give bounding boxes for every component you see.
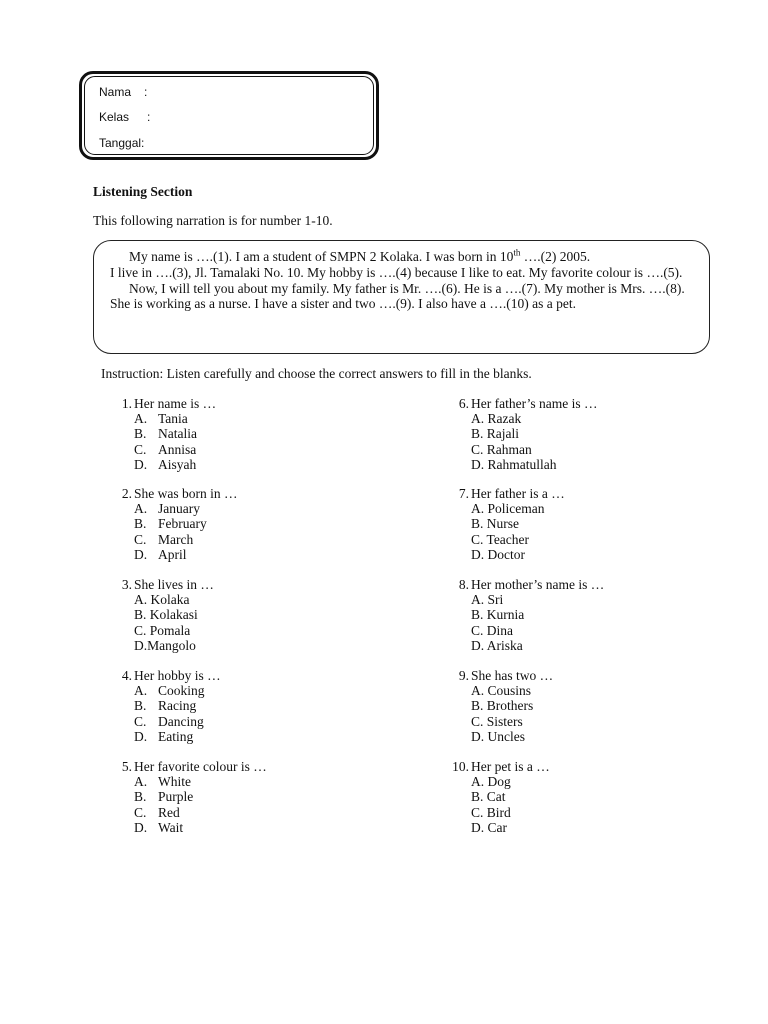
question-stem: Her mother’s name is … — [471, 577, 605, 592]
option[interactable]: B. Kolakasi — [134, 607, 198, 623]
option[interactable]: D. Aisyah — [134, 456, 197, 472]
question-8 — [447, 577, 604, 653]
option[interactable]: C. Sisters — [471, 713, 523, 729]
option[interactable]: B. Purple — [134, 789, 194, 805]
option[interactable]: B. Brothers — [471, 698, 534, 714]
option[interactable]: D. Car — [471, 819, 507, 835]
question-number: 7. — [458, 486, 469, 501]
option[interactable]: C. Bird — [471, 804, 511, 820]
option[interactable]: C. Dancing — [134, 713, 204, 729]
option[interactable]: C. Teacher — [471, 531, 530, 547]
option[interactable]: B. Rajali — [471, 426, 519, 442]
question-number: 10. — [452, 759, 469, 774]
option[interactable]: B. Racing — [134, 698, 197, 714]
question-stem: She lives in … — [134, 577, 214, 592]
option[interactable]: D. Wait — [134, 819, 184, 835]
question-number: 4. — [121, 668, 132, 683]
option[interactable]: C. Annisa — [134, 441, 197, 457]
intro-text: This following narration is for number 1-10. — [93, 213, 333, 228]
option[interactable]: B. Cat — [471, 789, 506, 805]
option[interactable]: A. Kolaka — [134, 592, 190, 608]
option[interactable]: C. March — [134, 531, 194, 547]
question-4 — [110, 668, 221, 744]
option[interactable]: D. Rahmatullah — [471, 456, 557, 472]
option[interactable]: B. February — [134, 516, 207, 532]
narration-paragraph-1 — [110, 249, 697, 281]
option[interactable]: B. Nurse — [471, 516, 519, 532]
question-10 — [447, 759, 550, 835]
option[interactable]: D. April — [134, 546, 187, 562]
question-1 — [110, 396, 216, 472]
question-stem: Her father’s name is … — [471, 396, 598, 411]
kelas-colon: : — [147, 110, 151, 124]
question-stem: Her pet is a … — [471, 759, 550, 774]
option[interactable]: D. Ariska — [471, 637, 523, 653]
narration-text-1a: My name is ….(1). I am a student of SMPN 2 Kolaka. I was born in 10 — [129, 249, 514, 264]
question-6 — [447, 396, 597, 472]
option[interactable]: A. Cooking — [134, 683, 205, 699]
nama-colon: : — [144, 85, 148, 99]
option[interactable]: C. Pomala — [134, 622, 191, 638]
question-number: 9. — [458, 668, 469, 683]
question-number: 8. — [458, 577, 469, 592]
question-stem: Her favorite colour is … — [134, 759, 267, 774]
student-info-box — [79, 71, 379, 160]
option[interactable]: D. Doctor — [471, 546, 525, 562]
narration-text-1b: ….(2) 2005. — [520, 249, 591, 264]
question-stem: She has two … — [471, 668, 554, 683]
narration-box — [93, 240, 710, 354]
question-stem: She was born in … — [134, 486, 238, 501]
option[interactable]: A. Razak — [471, 411, 522, 427]
option[interactable]: A. Dog — [471, 774, 511, 790]
kelas-row — [99, 110, 151, 124]
question-number: 2. — [121, 486, 132, 501]
option[interactable]: C. Red — [134, 804, 180, 820]
nama-label: Nama — [99, 85, 132, 99]
option[interactable]: D. Uncles — [471, 728, 525, 744]
question-number: 6. — [458, 396, 469, 411]
question-number: 5. — [121, 759, 132, 774]
question-7 — [447, 486, 565, 562]
section-title: Listening Section — [93, 184, 193, 199]
question-3 — [110, 577, 214, 653]
tanggal-label: Tanggal: — [99, 136, 145, 150]
option[interactable]: B. Natalia — [134, 426, 197, 442]
question-stem: Her hobby is … — [134, 668, 221, 683]
option[interactable]: A. Cousins — [471, 683, 532, 699]
narration-text-1c: I live in ….(3), Jl. Tamalaki No. 10. My hobby is ….(4) because I like to eat. My favorite colour is ….(5). — [110, 264, 683, 280]
question-number: 1. — [121, 396, 132, 411]
question-9 — [447, 668, 553, 744]
narration-paragraph-2: Now, I will tell you about my family. My father is Mr. ….(6). He is a ….(7). My mother is Mrs. ….(8). She is working as a nurse. I have a sister and two ….(9). I also have a ….(10) as a pet. — [110, 280, 685, 312]
option[interactable]: C. Dina — [471, 622, 513, 638]
option[interactable]: A. Policeman — [471, 501, 545, 517]
option[interactable]: B. Kurnia — [471, 607, 525, 623]
narration-sup: th — [513, 247, 521, 258]
question-5 — [110, 759, 267, 835]
option[interactable]: D. Eating — [134, 728, 194, 744]
option[interactable]: C. Rahman — [471, 441, 532, 457]
option[interactable]: A. White — [134, 774, 191, 790]
question-stem: Her name is … — [134, 396, 217, 411]
question-number: 3. — [121, 577, 132, 592]
kelas-label: Kelas — [99, 110, 130, 124]
option[interactable]: D.Mangolo — [134, 637, 196, 653]
tanggal-row — [99, 136, 144, 150]
option[interactable]: A. Tania — [134, 411, 188, 427]
instruction-text: Instruction: Listen carefully and choose the correct answers to fill in the blanks. — [101, 366, 532, 381]
option[interactable]: A. January — [134, 501, 200, 517]
nama-row — [99, 85, 148, 99]
option[interactable]: A. Sri — [471, 592, 504, 608]
question-2 — [110, 486, 238, 562]
question-stem: Her father is a … — [471, 486, 565, 501]
